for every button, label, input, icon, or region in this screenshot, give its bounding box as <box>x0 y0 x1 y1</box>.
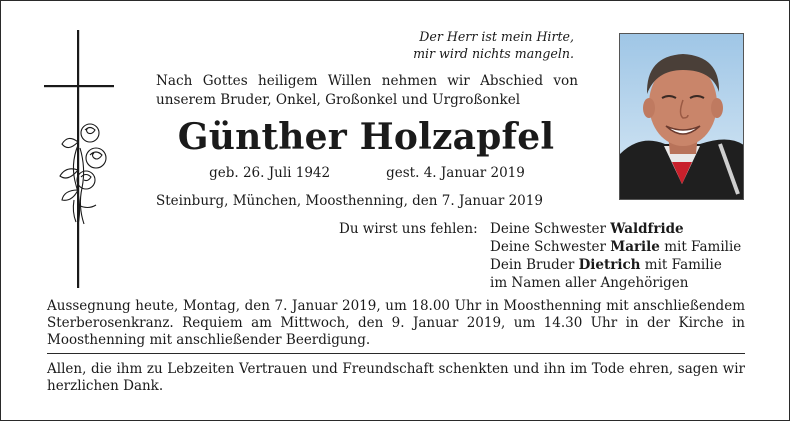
mourner-line: Dein Bruder Dietrich mit Familie <box>490 257 722 273</box>
mourner-line: Deine Schwester Waldfride <box>490 221 684 237</box>
life-dates <box>156 165 578 182</box>
thanks-text: Allen, die ihm zu Lebzeiten Vertrauen und Freundschaft schenkten und ihn im Tode ehren, sagen wir herzlichen Dank. <box>47 361 745 394</box>
intro-text: Nach Gottes heiligem Willen nehmen wir Abschied von unserem Bruder, Onkel, Großonkel und Urgroßonkel <box>156 73 578 108</box>
mourner-line: im Namen aller Angehörigen <box>490 275 689 291</box>
place-and-date: Steinburg, München, Moosthenning, den 7. Januar 2019 <box>156 193 543 209</box>
mourner-line: Deine Schwester Marile mit Familie <box>490 239 742 255</box>
motto <box>413 28 574 62</box>
motto-line-1: Der Herr ist mein Hirte, <box>419 29 574 44</box>
mourners-label: Du wirst uns fehlen: <box>339 221 478 237</box>
birth-date: geb. 26. Juli 1942 <box>209 165 331 181</box>
service-announcement: Aussegnung heute, Montag, den 7. Januar 2019, um 18.00 Uhr in Moosthenning mit anschließendem Sterberosenkranz. Requiem am Mittwoch, den 9. Januar 2019, um 14.30 Uhr in der Kirche in Moosthenning mit anschließender Beerdigung. <box>47 298 745 348</box>
deceased-name: Günther Holzapfel <box>177 116 555 158</box>
cross-with-roses-icon <box>38 30 118 288</box>
divider <box>47 353 745 354</box>
mourners-list <box>490 221 741 293</box>
death-date: gest. 4. Januar 2019 <box>386 165 525 181</box>
portrait-photo <box>619 33 744 200</box>
motto-line-2: mir wird nichts mangeln. <box>413 46 574 61</box>
